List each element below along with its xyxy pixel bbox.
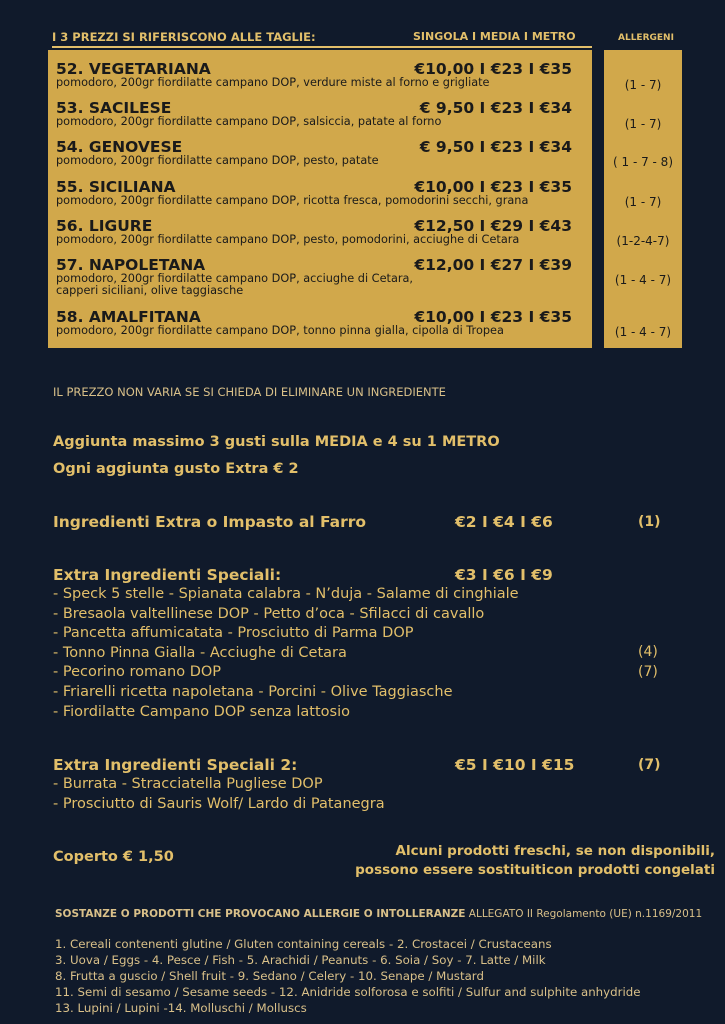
legend-title-rest: ALLEGATO II Regolamento (UE) n.1169/2011 bbox=[465, 908, 703, 920]
extra-allergens: (1) bbox=[638, 514, 661, 530]
list-item: - Friarelli ricetta napoletana - Porcini - Olive Taggiasche bbox=[53, 683, 453, 700]
list-item: - Burrata - Stracciatella Pugliese DOP bbox=[53, 776, 323, 792]
speciali2-price: €5 I €10 I €15 bbox=[455, 756, 575, 774]
item-price: €10,00 I €23 I €35 bbox=[414, 60, 572, 78]
item-desc: pomodoro, 200gr fiordilatte campano DOP, tonno pinna gialla, cipolla di Tropea bbox=[56, 324, 504, 337]
speciali2-list bbox=[53, 775, 385, 814]
list-item: - Pecorino romano DOP bbox=[53, 664, 222, 681]
aggiunta-line: Aggiunta massimo 3 gusti sulla MEDIA e 4 su 1 METRO bbox=[53, 434, 500, 450]
list-item: - Bresaola valtellinese DOP - Petto d’oca - Sfilacci di cavallo bbox=[53, 605, 485, 622]
extra-label: Ingredienti Extra o Impasto al Farro bbox=[53, 513, 367, 531]
freschi-note bbox=[355, 843, 715, 878]
item-name: 56. LIGURE bbox=[56, 217, 153, 235]
item-desc-line: pomodoro, 200gr fiordilatte campano DOP, acciughe di Cetara, bbox=[56, 272, 414, 285]
item-name: 57. NAPOLETANA bbox=[56, 256, 206, 274]
item-name: 54. GENOVESE bbox=[56, 138, 183, 156]
item-desc: pomodoro, 200gr fiordilatte campano DOP, pesto, patate bbox=[56, 154, 379, 167]
item-allergens: (1 - 7) bbox=[624, 195, 662, 209]
coperto: Coperto € 1,50 bbox=[53, 849, 174, 865]
item-allergens: (1 - 4 - 7) bbox=[614, 273, 672, 287]
speciali-list bbox=[53, 585, 519, 722]
speciali-allergens: (4) bbox=[638, 644, 658, 660]
item-desc: pomodoro, 200gr fiordilatte campano DOP, salsiccia, patate al forno bbox=[56, 115, 442, 128]
allergens-legend-title bbox=[55, 908, 702, 920]
item-desc-line: capperi siciliani, olive taggiasche bbox=[56, 284, 244, 297]
list-item: - Fiordilatte Campano DOP senza lattosio bbox=[53, 703, 350, 720]
item-desc: pomodoro, 200gr fiordilatte campano DOP, ricotta fresca, pomodorini secchi, grana bbox=[56, 194, 529, 207]
legend-line: 8. Frutta a guscio / Shell fruit - 9. Sedano / Celery - 10. Senape / Mustard bbox=[55, 969, 484, 983]
pizza-menu-box bbox=[48, 50, 592, 348]
item-name: 53. SACILESE bbox=[56, 99, 172, 117]
legend-line: 3. Uova / Eggs - 4. Pesce / Fish - 5. Arachidi / Peanuts - 6. Soia / Soy - 7. Latte / Milk bbox=[55, 953, 546, 967]
list-item: - Prosciutto di Sauris Wolf/ Lardo di Patanegra bbox=[53, 795, 385, 812]
speciali2-label: Extra Ingredienti Speciali 2: bbox=[53, 756, 298, 774]
list-item: - Tonno Pinna Gialla - Acciughe di Cetara bbox=[53, 644, 347, 661]
item-allergens: (1 - 4 - 7) bbox=[614, 325, 672, 339]
speciali-allergens: (7) bbox=[638, 664, 658, 680]
item-allergens: (1 - 7) bbox=[624, 78, 662, 92]
freschi-line: possono essere sostituiticon prodotti congelati bbox=[355, 862, 715, 878]
item-name: 52. VEGETARIANA bbox=[56, 60, 211, 78]
item-price: € 9,50 I €23 I €34 bbox=[419, 99, 572, 117]
item-price: €12,00 I €27 I €39 bbox=[414, 256, 572, 274]
allergens-header: ALLERGENI bbox=[618, 33, 674, 43]
item-desc: pomodoro, 200gr fiordilatte campano DOP, pesto, pomodorini, acciughe di Cetara bbox=[56, 233, 520, 246]
item-allergens: (1 - 7) bbox=[624, 117, 662, 131]
item-desc: pomodoro, 200gr fiordilatte campano DOP, verdure miste al forno e grigliate bbox=[56, 76, 490, 89]
item-price: €10,00 I €23 I €35 bbox=[414, 308, 572, 326]
legend-title-bold: SOSTANZE O PRODOTTI CHE PROVOCANO ALLERGIE O INTOLLERANZE bbox=[55, 908, 466, 920]
item-desc bbox=[56, 273, 576, 297]
speciali-price: €3 I €6 I €9 bbox=[455, 566, 553, 584]
item-price: € 9,50 I €23 I €34 bbox=[419, 138, 572, 156]
list-item: - Pancetta affumicatata - Prosciutto di Parma DOP bbox=[53, 625, 414, 642]
sizes-note: I 3 PREZZI SI RIFERISCONO ALLE TAGLIE: bbox=[52, 30, 592, 48]
item-name: 55. SICILIANA bbox=[56, 178, 176, 196]
sizes-header: SINGOLA I MEDIA I METRO bbox=[413, 30, 576, 43]
price-note: IL PREZZO NON VARIA SE SI CHIEDA DI ELIMINARE UN INGREDIENTE bbox=[53, 385, 446, 399]
item-allergens: (1-2-4-7) bbox=[616, 234, 670, 248]
allergens-legend bbox=[55, 936, 641, 1016]
list-item: - Speck 5 stelle - Spianata calabra - N’duja - Salame di cinghiale bbox=[53, 586, 519, 602]
legend-line: 11. Semi di sesamo / Sesame seeds - 12. Anidride solforosa e solfiti / Sulfur and sulphite anhydride bbox=[55, 985, 641, 999]
freschi-line: Alcuni prodotti freschi, se non disponibili, bbox=[395, 843, 715, 859]
extra-price: €2 I €4 I €6 bbox=[455, 513, 553, 531]
item-price: €10,00 I €23 I €35 bbox=[414, 178, 572, 196]
aggiunta-line: Ogni aggiunta gusto Extra € 2 bbox=[53, 461, 299, 477]
item-price: €12,50 I €29 I €43 bbox=[414, 217, 572, 235]
speciali-label: Extra Ingredienti Speciali: bbox=[53, 566, 282, 584]
speciali2-allergens: (7) bbox=[638, 757, 661, 773]
item-allergens: ( 1 - 7 - 8) bbox=[613, 155, 673, 169]
legend-line: 1. Cereali contenenti glutine / Gluten containing cereals - 2. Crostacei / Crustaceans bbox=[55, 937, 552, 951]
item-name: 58. AMALFITANA bbox=[56, 308, 201, 326]
legend-line: 13. Lupini / Lupini -14. Molluschi / Molluscs bbox=[55, 1001, 307, 1015]
allergens-box bbox=[604, 50, 682, 348]
